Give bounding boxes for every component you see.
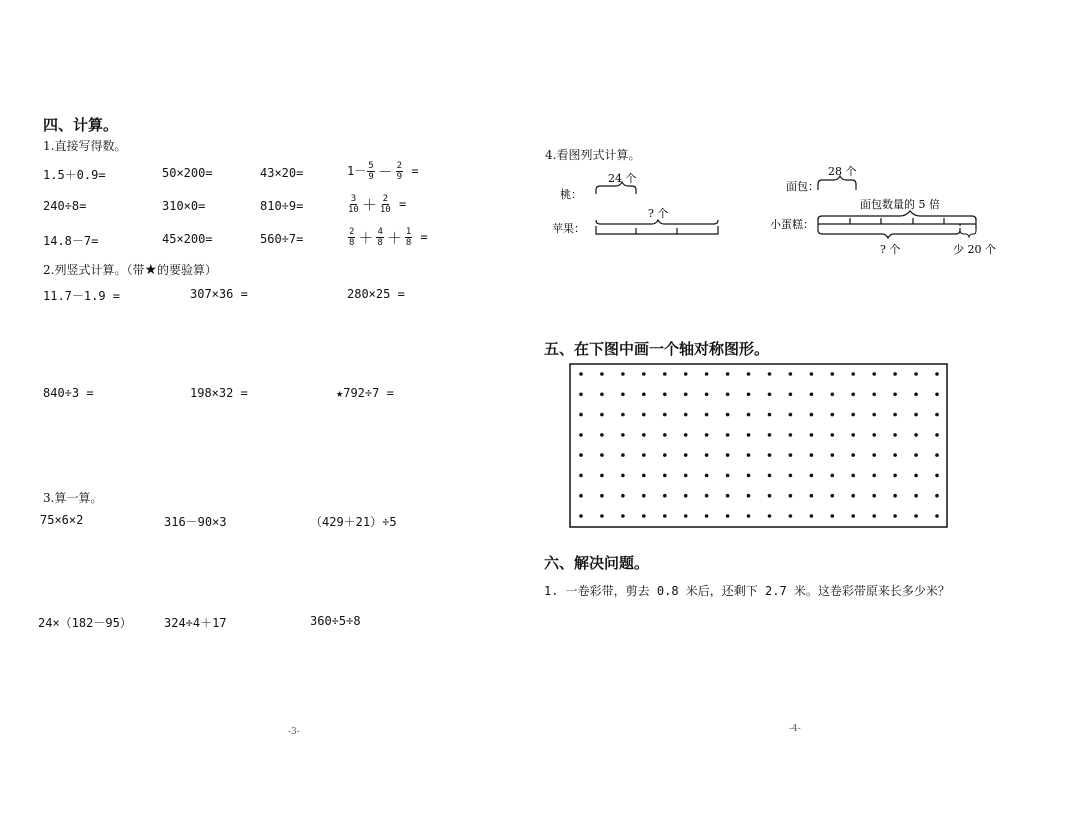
grid-dot (705, 474, 709, 478)
grid-dot (768, 372, 772, 376)
grid-dot (935, 413, 939, 417)
grid-dot (621, 494, 625, 498)
q3-item: 75×6×2 (40, 513, 84, 527)
grid-dot (810, 413, 814, 417)
q4-title: 4.看图列式计算。 (545, 148, 641, 162)
q3-item: 360÷5÷8 (310, 614, 361, 628)
grid-dot (642, 494, 646, 498)
grid-dot (747, 453, 751, 457)
grid-dot (621, 453, 625, 457)
section-4-title: 四、计算。 (43, 116, 119, 134)
grid-dot (705, 413, 709, 417)
cake-less-label: 少 20 个 (953, 243, 996, 256)
grid-dot (831, 494, 835, 498)
cake-less-brace (960, 230, 976, 237)
apple-value: ? 个 (648, 207, 669, 220)
grid-dot (872, 413, 876, 417)
grid-dot (872, 494, 876, 498)
grid-dot (789, 393, 793, 397)
grid-dot (726, 393, 730, 397)
grid-dot (600, 413, 604, 417)
dot-grid[interactable] (569, 363, 949, 529)
grid-dot (684, 494, 688, 498)
grid-dot (851, 372, 855, 376)
grid-dot (935, 514, 939, 518)
grid-dot (726, 413, 730, 417)
star-icon: ★ (144, 262, 158, 278)
grid-dot (789, 453, 793, 457)
q2-item: ★792÷7 = (336, 386, 394, 400)
grid-dot (789, 514, 793, 518)
section-6-title: 六、解决问题。 (544, 554, 650, 572)
q1-item: 50×200= (162, 166, 213, 180)
grid-dot (684, 393, 688, 397)
grid-dot (810, 494, 814, 498)
q3-title: 3.算一算。 (43, 491, 103, 505)
grid-dot (579, 413, 583, 417)
peach-label: 桃： (560, 188, 582, 201)
grid-dot (663, 494, 667, 498)
grid-dot (914, 514, 918, 518)
q1-title: 1.直接写得数。 (43, 139, 127, 153)
q1-item: 240÷8= (43, 199, 87, 213)
grid-dot (579, 372, 583, 376)
grid-dot (663, 453, 667, 457)
grid-dot (747, 474, 751, 478)
grid-dot (747, 494, 751, 498)
grid-dot (684, 453, 688, 457)
grid-dot (810, 393, 814, 397)
grid-dot (747, 433, 751, 437)
grid-dot (872, 433, 876, 437)
q3-item: 24×（182－95） (38, 616, 132, 630)
grid-dot (705, 372, 709, 376)
grid-dot (600, 474, 604, 478)
grid-dot (768, 514, 772, 518)
grid-dot (914, 393, 918, 397)
q3-item: （429＋21）÷5 (310, 515, 397, 529)
grid-dot (579, 433, 583, 437)
grid-dot (893, 514, 897, 518)
grid-dot (935, 494, 939, 498)
grid-dot (789, 494, 793, 498)
fraction-expression: $\frac{2}{8}$ ＋ $\frac{4}{8}$ ＋ $\frac{1}{8}$ = (349, 227, 428, 248)
grid-dot (747, 393, 751, 397)
grid-dot (621, 413, 625, 417)
grid-dot (579, 474, 583, 478)
grid-dot (831, 413, 835, 417)
q1-item: 14.8－7= (43, 234, 99, 248)
grid-dot (642, 474, 646, 478)
grid-dot (893, 433, 897, 437)
page-number: -4- (789, 724, 801, 734)
grid-dot (935, 453, 939, 457)
grid-dot (914, 413, 918, 417)
grid-dot (684, 433, 688, 437)
grid-dot (768, 433, 772, 437)
grid-dot (914, 453, 918, 457)
grid-dot (893, 453, 897, 457)
grid-dot (893, 474, 897, 478)
grid-dot (831, 474, 835, 478)
grid-dot (705, 433, 709, 437)
grid-dot (768, 413, 772, 417)
cake-bottom-brace (818, 230, 960, 238)
grid-dot (726, 453, 730, 457)
q2-title: 2.列竖式计算。（带★的要验算） (43, 262, 218, 278)
grid-dot (621, 514, 625, 518)
grid-dot (747, 413, 751, 417)
dot-grid-border (570, 364, 947, 527)
grid-dot (600, 433, 604, 437)
grid-dot (935, 474, 939, 478)
grid-dot (831, 453, 835, 457)
grid-dot (726, 372, 730, 376)
apple-top-brace (596, 220, 718, 224)
page-number: -3- (288, 727, 300, 737)
grid-dot (684, 413, 688, 417)
grid-dot (831, 433, 835, 437)
grid-dot (768, 494, 772, 498)
grid-dot (914, 433, 918, 437)
grid-dot (600, 514, 604, 518)
grid-dot (600, 453, 604, 457)
grid-dot (663, 514, 667, 518)
cake-top-label: 面包数量的 5 倍 (860, 198, 940, 211)
q6-1-text: 1. 一卷彩带，剪去 0.8 米后，还剩下 2.7 米。这卷彩带原来长多少米？ (544, 584, 950, 598)
q1-item: 43×20= (260, 166, 304, 180)
grid-dot (851, 514, 855, 518)
grid-dot (851, 494, 855, 498)
grid-dot (642, 514, 646, 518)
grid-dot (810, 474, 814, 478)
apple-label: 苹果： (552, 222, 585, 235)
grid-dot (810, 514, 814, 518)
q3-item: 324÷4＋17 (164, 616, 227, 630)
grid-dot (810, 433, 814, 437)
grid-dot (747, 514, 751, 518)
cake-top-brace (818, 211, 976, 220)
grid-dot (935, 433, 939, 437)
grid-dot (810, 453, 814, 457)
grid-dot (642, 433, 646, 437)
grid-dot (726, 494, 730, 498)
q2-item: 840÷3 = (43, 386, 94, 400)
grid-dot (705, 494, 709, 498)
grid-dot (663, 372, 667, 376)
grid-dot (810, 372, 814, 376)
grid-dot (621, 393, 625, 397)
grid-dot (893, 494, 897, 498)
q1-item: 810÷9= (260, 199, 304, 213)
grid-dot (872, 393, 876, 397)
grid-dot (579, 453, 583, 457)
q1-item: 310×0= (162, 199, 206, 213)
grid-dot (872, 514, 876, 518)
grid-dot (579, 514, 583, 518)
grid-dot (663, 393, 667, 397)
grid-dot (705, 453, 709, 457)
grid-dot (663, 474, 667, 478)
grid-dot (851, 474, 855, 478)
grid-dot (831, 372, 835, 376)
grid-dot (600, 393, 604, 397)
grid-dot (579, 494, 583, 498)
apple-bar (596, 226, 718, 234)
bread-brace (818, 176, 856, 190)
grid-dot (851, 413, 855, 417)
grid-dot (914, 474, 918, 478)
cake-label: 小蛋糕： (770, 218, 814, 231)
grid-dot (600, 494, 604, 498)
grid-dot (914, 494, 918, 498)
bar-model-diagram (540, 160, 1020, 265)
q2-item: 11.7－1.9 = (43, 289, 121, 303)
grid-dot (831, 393, 835, 397)
grid-dot (621, 474, 625, 478)
grid-dot (893, 372, 897, 376)
grid-dot (642, 372, 646, 376)
grid-dot (705, 514, 709, 518)
grid-dot (872, 474, 876, 478)
grid-dot (684, 372, 688, 376)
grid-dot (621, 372, 625, 376)
grid-dot (789, 372, 793, 376)
grid-dot (705, 393, 709, 397)
grid-dot (789, 433, 793, 437)
grid-dot (935, 372, 939, 376)
grid-dot (831, 514, 835, 518)
grid-dot (851, 453, 855, 457)
grid-dot (893, 393, 897, 397)
grid-dot (642, 393, 646, 397)
grid-dot (621, 433, 625, 437)
grid-dot (642, 413, 646, 417)
q2-item: 307×36 = (190, 287, 248, 301)
grid-dot (684, 514, 688, 518)
section-5-title: 五、在下图中画一个轴对称图形。 (544, 340, 770, 358)
grid-dot (872, 372, 876, 376)
bread-label: 面包： (786, 180, 819, 193)
grid-dot (914, 372, 918, 376)
grid-dot (851, 433, 855, 437)
cake-bottom-label: ? 个 (880, 243, 901, 256)
grid-dot (726, 514, 730, 518)
grid-dot (768, 453, 772, 457)
q3-item: 316－90×3 (164, 515, 227, 529)
grid-dot (726, 433, 730, 437)
grid-dot (768, 393, 772, 397)
q1-item: 560÷7= (260, 232, 304, 246)
grid-dot (663, 433, 667, 437)
q1-item: 1.5＋0.9= (43, 168, 106, 182)
q2-item: 280×25 = (347, 287, 405, 301)
fraction-expression: $\frac{3}{10}$ ＋ $\frac{2}{10}$ = (348, 194, 407, 215)
grid-dot (684, 474, 688, 478)
grid-dot (663, 413, 667, 417)
grid-dot (726, 474, 730, 478)
grid-dot (642, 453, 646, 457)
grid-dot (872, 453, 876, 457)
grid-dot (747, 372, 751, 376)
grid-dot (768, 474, 772, 478)
grid-dot (935, 393, 939, 397)
grid-dot (789, 413, 793, 417)
peach-value: 24 个 (608, 172, 637, 185)
grid-dot (851, 393, 855, 397)
bread-value: 28 个 (828, 165, 857, 178)
grid-dot (600, 372, 604, 376)
fraction-expression: 1－ $\frac{5}{9}$ － $\frac{2}{9}$ = (347, 161, 419, 182)
q1-item: 45×200= (162, 232, 213, 246)
grid-dot (893, 413, 897, 417)
q2-item: 198×32 = (190, 386, 248, 400)
grid-dot (579, 393, 583, 397)
grid-dot (789, 474, 793, 478)
